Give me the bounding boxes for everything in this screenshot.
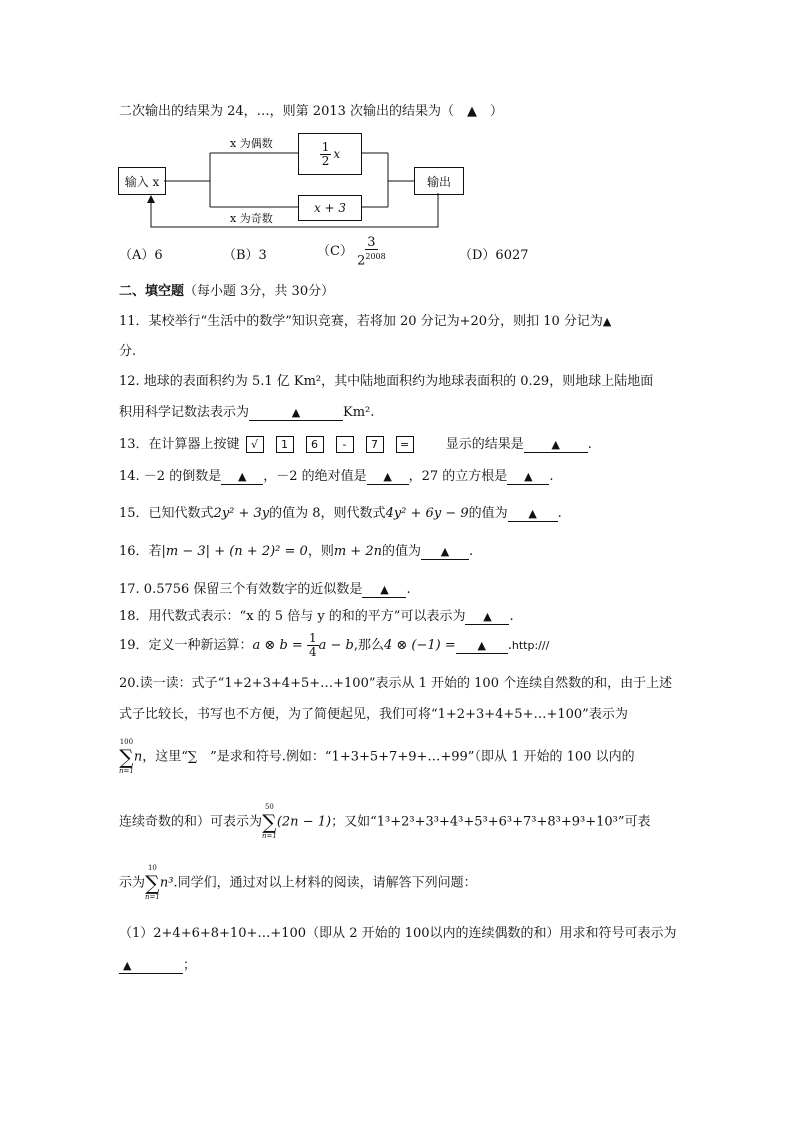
q14-blank1: ▲: [221, 470, 263, 485]
q19-blank: ▲: [456, 639, 508, 654]
option-c: （C） $\frac{3}{2^{2008}}$: [317, 235, 386, 269]
key-6: 6: [306, 436, 324, 453]
q20-line1: 20.读一读：式子“1+2+3+4+5+…+100”表示从 1 开始的 100 个连续自然数的和，由于上述: [119, 676, 673, 691]
q18-line: 18．用代数式表示：“x 的 5 倍与 y 的和的平方”可以表示为 ▲ .: [119, 609, 514, 624]
q20-line4: 连续奇数的和）可表示为 50 ∑ n=1 (2n − 1)；又如“1³+2³+3³+4³+5³+6³+7³+8³+9³+10³”可表: [119, 803, 651, 840]
option-d: （D）6027: [459, 248, 529, 263]
even-label: x 为偶数: [230, 137, 273, 150]
option-c-den: 2: [357, 253, 366, 269]
section-title: 二、填空题: [119, 284, 185, 299]
q16-expr: |m − 3| + (n + 2)² = 0: [161, 544, 308, 559]
q20-line5: 示为 10 ∑ n=1 n³.同学们，通过对以上材料的阅读，请解答下列问题：: [119, 864, 477, 901]
sum-symbol-1: 100 ∑ n=1: [119, 738, 134, 775]
q14-line: 14. －2 的倒数是 ▲ ，－2 的绝对值是 ▲ ，27 的立方根是 ▲ .: [119, 469, 554, 484]
q19-tail: http:///: [511, 639, 550, 652]
q11-blank: ▲: [602, 315, 612, 328]
key-sqrt: √: [246, 436, 264, 453]
q16-expr2: m + 2n: [333, 544, 382, 559]
q16-blank: ▲: [421, 545, 469, 560]
q20-line2: 式子比较长，书写也不方便，为了简便起见，我们可将“1+2+3+4+5+…+100”表示为: [119, 707, 628, 722]
section-note: （每小题 3分，共 30分）: [184, 284, 335, 299]
odd-label: x 为奇数: [230, 212, 273, 225]
input-box: 输入 x: [118, 167, 166, 195]
key-7: 7: [366, 436, 384, 453]
q19-line: 19．定义一种新运算：a ⊗ b = $\frac{1}{4}$ a − b,那么4 ⊗ (−1) = ▲ .http:///: [119, 631, 550, 659]
option-c-num: 3: [367, 235, 376, 250]
q16-line: 16．若|m − 3| + (n + 2)² = 0，则m + 2n的值为 ▲ .: [119, 544, 474, 559]
q12-line1: 12. 地球的表面积约为 5.1 亿 Km²，其中陆地面积约为地球表面积的 0.29，则地球上陆地面: [119, 374, 654, 389]
q11-line1: 11．某校举行“生活中的数学”知识竞赛，若将加 20 分记为+20分，则扣 10 分记为▲: [119, 314, 612, 329]
q15-expr1: 2y² + 3y: [213, 506, 270, 521]
key-1: 1: [276, 436, 294, 453]
q18-blank: ▲: [465, 610, 509, 625]
output-box: 输出: [414, 167, 464, 195]
q17-blank: ▲: [362, 583, 406, 598]
option-b: （B）3: [223, 248, 267, 263]
q20-sub1-answer: ▲ ；: [119, 957, 196, 975]
q13-line: 13．在计算器上按键 √ 1 6 - 7 = 显示的结果是 ▲ .: [119, 437, 592, 452]
flow-diagram: [118, 127, 468, 232]
q12-blank: ▲: [249, 406, 343, 421]
q19-frac-den: 4: [308, 645, 317, 659]
q15-blank: ▲: [508, 507, 558, 522]
q14-blank2: ▲: [367, 470, 409, 485]
half-var: x: [333, 147, 341, 161]
q20-sub1: （1）2+4+6+8+10+…+100（即从 2 开始的 100以内的连续偶数的和）用求和符号可表示为: [119, 926, 677, 941]
q17-line: 17. 0.5756 保留三个有效数字的近似数是 ▲ .: [119, 582, 411, 597]
q15-line: 15．已知代数式2y² + 3y的值为 8，则代数式4y² + 6y − 9的值为 ▲ .: [119, 506, 562, 521]
q20-sub1-blank: ▲: [119, 959, 183, 974]
sum-symbol-2: 50 ∑ n=1: [262, 803, 277, 840]
q13-blank: ▲: [524, 438, 588, 453]
q15-expr2: 4y² + 6y − 9: [385, 506, 469, 521]
q10-options: [119, 235, 679, 269]
section-heading: [119, 283, 334, 301]
q14-blank3: ▲: [507, 470, 549, 485]
sum-symbol-3: 10 ∑ n=1: [145, 864, 160, 901]
q19-frac-num: 1: [308, 631, 317, 645]
q11-line2: 分.: [119, 344, 137, 359]
add3-box: x + 3: [298, 195, 362, 221]
q10-text: 二次输出的结果为 24，…，则第 2013 次输出的结果为（ ▲ ）: [119, 104, 504, 119]
q20-line3: 100 ∑ n=1 n，这里“∑ ”是求和符号.例如：“1+3+5+7+9+…+99”（即从 1 开始的 100 以内的: [119, 738, 635, 775]
q12-line2: 积用科学记数法表示为 ▲ Km².: [119, 405, 375, 420]
option-a: （A）6: [119, 248, 163, 263]
half-box: [298, 133, 362, 175]
key-minus: -: [336, 436, 354, 453]
half-num: 1: [321, 139, 330, 154]
half-den: 2: [321, 153, 330, 168]
key-equals: =: [396, 436, 414, 453]
option-c-exp: 2008: [365, 252, 386, 261]
